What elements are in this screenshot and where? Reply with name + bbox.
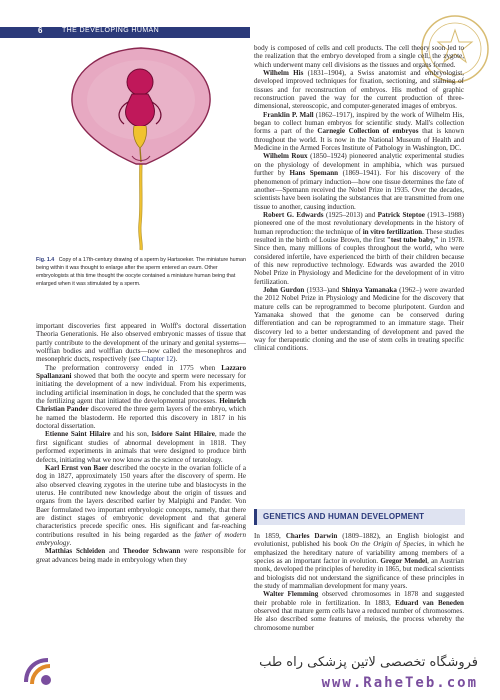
person-name: Theodor Schwann	[123, 547, 181, 556]
paragraph	[254, 211, 464, 286]
text: observed that mature germ cells have a reduced number of chromosomes. He also described some features of meiosis, the process whereby the chromosome number	[254, 607, 464, 632]
genetics-section-text	[254, 532, 464, 632]
raheteb-logo-icon	[18, 652, 56, 690]
text: discovered the three germ layers of the embryo, which he named the blastoderm. He reported this discovery in 1817 in his doctoral dissertation.	[36, 405, 246, 431]
section-heading-text: GENETICS AND HUMAN DEVELOPMENT	[263, 512, 425, 521]
text: that is known throughout the world. It is now in the National Museum of Health and Medicine in the Armed Forces Institute of Pathology in Washington, DC.	[254, 127, 464, 153]
text: (1925–2013) and	[325, 210, 376, 219]
person-name: Walter Flemming	[263, 590, 319, 599]
text: , in which he emphasized the hereditary nature of variability among members of a species as an important factor in evolution.	[254, 540, 465, 566]
figure-label: Fig. 1.4	[36, 257, 55, 263]
paragraph	[254, 590, 464, 632]
paragraph	[254, 286, 464, 353]
text: observed chromosomes in 1878 and suggested their probable role in fertilization. In 1883,	[254, 590, 464, 607]
person-name: Franklin P. Mall	[263, 110, 314, 119]
chapter-link[interactable]: Chapter 12	[141, 355, 174, 364]
paragraph	[254, 111, 464, 153]
paragraph	[36, 464, 246, 547]
section-heading	[254, 509, 465, 525]
text: showed that both the oocyte and sperm were necessary for initiating the development of a new individual. From his experiments, including artificial insemination in dogs, he concluded that the sperm was the fertilizing agent that initiated the developmental processes.	[36, 372, 246, 406]
text: (1869–1941). For his discovery of the phenomenon of primary induction—how one tissue determines the fate of another—Spemann received the Nobel Prize in 1935. Over the decades, scientists have been isolating the substances that are transmitted from one tissue to another, causing induction.	[254, 169, 464, 211]
text: described the oocyte in the ovarian follicle of a dog in 1827, approximately 150 years after the discovery of sperm. He also observed cleaving zygotes in the uterine tube and blastocysts in the uterus. He contributed new knowledge about the origin of tissues and organs from the layers described earlier by Malpighi and Pander. Von Baer formulated two important embryologic concepts, namely, that there are distinct stages of embryonic development and that general characteristics precede specific ones. His significant and far-reaching contributions resulted in his being regarded as the	[36, 463, 246, 539]
text: (1933–)and	[306, 285, 340, 294]
person-name: Isidore Saint Hilaire	[151, 430, 215, 439]
figure-caption	[36, 256, 246, 288]
page-number: 6	[38, 26, 43, 35]
text: (1809–1882), an English biologist and evolutionist, published his book	[254, 532, 464, 549]
person-name: Shinya Yamanaka	[341, 285, 397, 294]
text: were responsible for great advances being made in embryology when they	[36, 547, 247, 564]
text: (1913–1988) pioneered one of the most revolutionary developments in the history of human reproduction: the technique of	[254, 210, 464, 236]
italic-text: father of modern embryology	[36, 530, 246, 547]
person-name: Matthias Schleiden	[45, 547, 106, 556]
text: (1962–) were awarded the 2012 Nobel Prize in Physiology and Medicine for the discovery that mature cells can be reprogrammed to become pluripotent. Gurdon and Yamanaka showed that the genome can be conserved during differentiation and can be reprogrammed to an immature stage. Their discovery led to a better understanding of development and paved the way for therapeutic cloning and the use of stem cells in treating specific clinical conditions.	[254, 285, 465, 353]
page-header	[0, 0, 500, 44]
text: , an Austrian monk, developed the principles of heredity in 1865, but medical scientists and biologists did not understand the significance of these principles in the study of mammalian development for many years.	[254, 557, 464, 591]
person-name: Hans Spemann	[289, 169, 339, 178]
text: (1862–1917), inspired by the work of Wilhelm His, began to collect human embryos for scientific study. Mall's collection forms a part of the	[254, 110, 464, 136]
paragraph	[254, 152, 464, 210]
running-title: THE DEVELOPING HUMAN	[62, 27, 160, 34]
person-name: Charles Darwin	[285, 532, 338, 540]
person-name: Patrick Steptoe	[377, 210, 425, 219]
text: ).	[173, 355, 178, 364]
paragraph	[254, 44, 464, 69]
store-title: فروشگاه تخصصی لاتین پزشکی راه طب	[259, 655, 478, 670]
italic-text: On the Origin of Species	[350, 540, 425, 549]
text: and his son,	[113, 430, 149, 439]
text: In 1859,	[254, 532, 281, 540]
person-name: Wilhelm Roux	[263, 152, 308, 161]
text: (1831–1904), a Swiss anatomist and embryologist, developed improved techniques for fixation, sectioning, and staining of tissues and for reconstruction of embryos. His method of graphic reconstruction paved the way for the current production of three-dimensional, stereoscopic, and computer-generated images of embryos.	[254, 69, 464, 111]
text: . These studies resulted in the birth of Louise Brown, the first	[254, 227, 464, 244]
bold-term: Carnegie Collection of embryos	[317, 127, 419, 136]
bold-term: in vitro fertilization	[362, 227, 423, 236]
paragraph	[36, 322, 246, 364]
paragraph	[254, 69, 464, 111]
homunculus-sperm-illustration	[36, 44, 246, 252]
paragraph	[36, 430, 246, 463]
watermark-footer	[0, 644, 500, 700]
person-name: Lazzaro Spallanzani	[36, 363, 246, 381]
person-name: Robert G. Edwards	[263, 210, 324, 219]
text: in 1978. Since then, many millions of couples throughout the world, who were considered infertile, have experienced the birth of their children because of this new reproductive technology. Edwards was awarded the 2010 Nobel Prize in Physiology and Medicine for the development of in vitro fertilization.	[254, 235, 464, 286]
person-name: Wilhelm His	[263, 69, 304, 78]
person-name: John Gurdon	[263, 285, 305, 294]
text: important discoveries first appeared in Wolff's doctoral dissertation Theoria Generationis. He also observed embryonic masses of tissue that partly contribute to the development of the urinary and genital systems—wolffian bodies and wolffian ducts—now called the mesonephros and mesonephric ducts, respectively (see	[36, 322, 246, 364]
paragraph	[36, 547, 246, 564]
store-url-link[interactable]: www.RaheTeb.com	[321, 675, 478, 691]
person-name: Eduard van Beneden	[395, 598, 464, 607]
figure-caption-text: Copy of a 17th-century drawing of a sperm by Hartsoeker. The miniature human being within it was thought to enlarge after the sperm entered an ovum. Other embryologists at this time thought the oocyte contained a miniature human being that enlarged when it was stimulated by a sperm.	[36, 257, 246, 287]
paragraph	[36, 364, 246, 431]
bold-term: "test tube baby,"	[386, 235, 439, 244]
text: (1850–1924) pioneered analytic experimental studies on the physiology of development in amphibia, which was pursued further by	[254, 152, 464, 178]
person-name: Etienne Saint Hilaire	[45, 430, 111, 439]
paragraph	[254, 532, 464, 590]
text: .	[69, 538, 72, 547]
text: The preformation controversy ended in 1775 when	[45, 363, 216, 372]
person-name: Gregor Mendel	[380, 557, 428, 566]
person-name: Karl Ernst von Baer	[45, 463, 108, 472]
person-name: Heinrich Christian Pander	[36, 397, 246, 414]
text: body is composed of cells and cell products. The cell theory soon led to the realization that the embryo developed from a single cell, the zygote, which underwent many cell divisions as the tissues and organs formed.	[254, 44, 464, 69]
text: and	[108, 547, 120, 556]
right-column	[254, 44, 464, 353]
figure-sperm-drawing	[36, 44, 246, 252]
text: , made the first significant studies of abnormal development in 1818. They performed experiments in animals that were designed to produce birth defects, initiating what we now know as the science of teratology.	[36, 430, 247, 464]
left-column	[36, 322, 246, 564]
